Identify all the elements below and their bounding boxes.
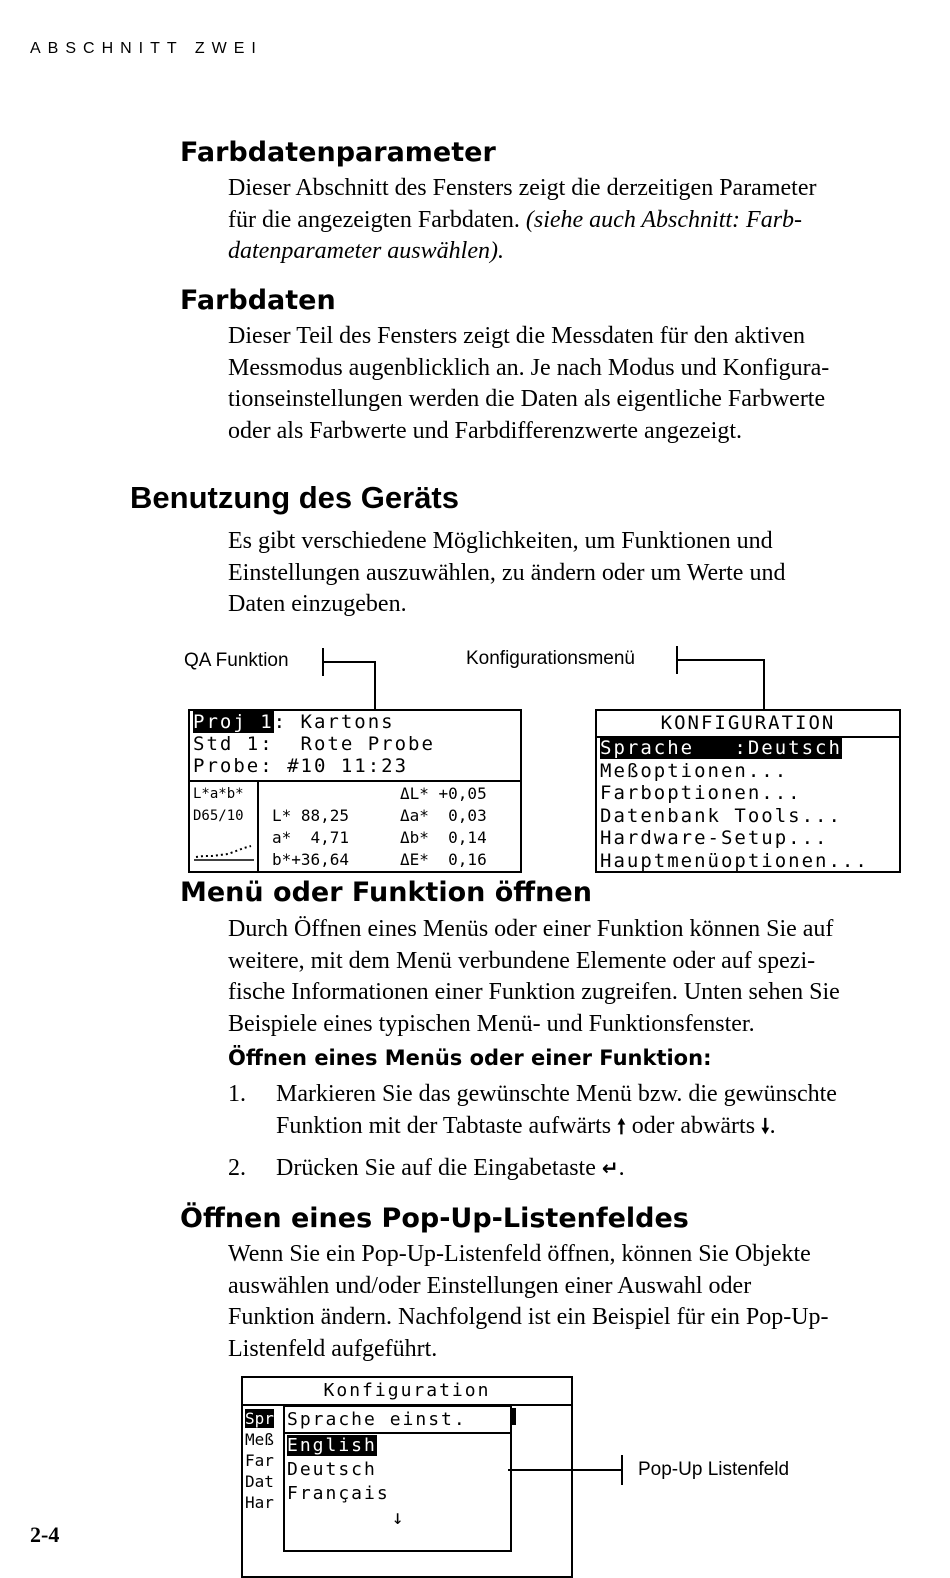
background-item: Dat [245, 1472, 274, 1491]
callout-konfigurationsmenue: Konfigurationsmenü [466, 648, 635, 669]
menu-item-datenbank[interactable]: Datenbank Tools... [600, 804, 842, 827]
menu-item-hardware[interactable]: Hardware-Setup... [600, 827, 829, 850]
step-2 [228, 1153, 928, 1185]
text-line: Dieser Abschnitt des Fensters zeigt die derzeitigen Parameter [228, 175, 817, 201]
option-francais[interactable]: Français [287, 1483, 390, 1504]
option-english[interactable]: English [287, 1435, 377, 1456]
divider [190, 780, 520, 782]
text-line: Daten einzugeben. [228, 591, 407, 617]
text-line: oder abwärts [631, 1112, 756, 1139]
text-line: Es gibt verschiedene Möglichkeiten, um Funktionen und [228, 528, 773, 554]
text-line: Funktion mit der Tabtaste aufwärts [276, 1112, 612, 1139]
value: L* 88,25 [272, 806, 350, 825]
page-number: 2-4 [30, 1522, 60, 1547]
qa-function-screen [188, 709, 522, 873]
callout-line [374, 661, 376, 709]
callout-popup-listenfeld: Pop-Up Listenfeld [638, 1459, 790, 1480]
value: a* 4,71 [272, 828, 350, 847]
period: . [769, 1112, 776, 1139]
heading-benutzung: Benutzung des Geräts [130, 480, 459, 515]
project-selected[interactable]: Proj 1 [193, 711, 274, 733]
callout-line [763, 659, 765, 709]
callout-qa-funktion: QA Funktion [184, 650, 289, 671]
heading-menue-oeffnen: Menü oder Funktion öffnen [180, 877, 592, 908]
option-deutsch[interactable]: Deutsch [287, 1459, 377, 1480]
text-line: weitere, mit dem Menü verbundene Elemente oder auf spezi- [228, 947, 816, 974]
project-name: : Kartons [273, 711, 395, 733]
text-line: Markieren Sie das gewünschte Menü bzw. die gewünschte [276, 1081, 837, 1107]
heading-farbdaten: Farbdaten [180, 285, 336, 316]
period: . [618, 1155, 625, 1181]
text-line: Drücken Sie auf die Eingabetaste [276, 1155, 596, 1181]
spectrum-icon [194, 843, 254, 861]
menu-item-farboptionen[interactable]: Farboptionen... [600, 782, 802, 805]
text-line: Wenn Sie ein Pop-Up-Listenfeld öffnen, können Sie Objekte [228, 1241, 811, 1267]
background-item: Far [245, 1451, 274, 1470]
italic-reference: (siehe auch Abschnitt: Farb- [525, 206, 803, 233]
callout-line [508, 1469, 622, 1471]
text-line: Messmodus augenblicklich an. Je nach Modus und Konfigura- [228, 354, 830, 381]
callout-bracket [621, 1455, 623, 1485]
background-item: Meß [245, 1430, 274, 1449]
text-line: Durch Öffnen eines Menüs oder einer Funktion können Sie auf [228, 916, 834, 942]
scroll-down-icon[interactable]: ↓ [391, 1505, 404, 1529]
standard-row: Std 1: Rote Probe [193, 733, 435, 755]
paragraph-farbdatenparameter [228, 173, 816, 268]
konfiguration-menu-screen [595, 709, 901, 873]
absolute-values [272, 783, 349, 871]
step-1 [228, 1079, 928, 1142]
callout-line [322, 661, 376, 663]
heading-popup-oeffnen: Öffnen eines Pop-Up-Listenfeldes [180, 1203, 689, 1234]
enter-key-icon: ↵ [601, 1156, 619, 1180]
sample-row: Probe: #10 11:23 [193, 755, 409, 777]
value: Δb* 0,14 [400, 828, 487, 847]
difference-values [400, 783, 487, 871]
color-params [193, 783, 244, 827]
illuminant: D65/10 [193, 808, 244, 824]
screen-title: Konfiguration [323, 1380, 491, 1401]
qa-header-rows [193, 711, 435, 777]
up-arrow-icon: 🠕 [617, 1113, 626, 1138]
menu-item-sprache[interactable]: Sprache :Deutsch [600, 737, 842, 759]
text-line: Beispiele eines typischen Menü- und Funktionsfenster. [228, 1010, 755, 1037]
popup-title: Sprache einst. [287, 1409, 467, 1430]
callout-line [676, 659, 765, 661]
paragraph-benutzung [228, 526, 785, 621]
menu-item-hauptmenue[interactable]: Hauptmenüoptionen... [600, 849, 869, 872]
text-line: auswählen und/oder Einstellungen einer Auswahl oder [228, 1272, 752, 1299]
divider [257, 780, 259, 871]
text-line: fische Informationen einer Funktion zugreifen. Unten sehen Sie [228, 979, 840, 1005]
paragraph-popup [228, 1239, 829, 1365]
background-item: Spr [245, 1409, 274, 1428]
text-line: tionseinstellungen werden die Daten als eigentliche Farbwerte [228, 386, 826, 412]
value: Δa* 0,03 [400, 806, 487, 825]
step-number: 1. [228, 1081, 246, 1107]
text-line: für die angezeigten Farbdaten. [228, 206, 520, 233]
menu-items [600, 737, 869, 873]
subheading-oeffnen: Öffnen eines Menüs oder einer Funktion: [228, 1046, 712, 1070]
text-line: Funktion ändern. Nachfolgend ist ein Beispiel für ein Pop-Up- [228, 1304, 829, 1330]
popup-listbox[interactable] [283, 1405, 512, 1552]
value: ΔL* +0,05 [400, 784, 487, 803]
text-line: Einstellungen auszuwählen, zu ändern oder um Werte und [228, 559, 786, 586]
down-arrow-icon: 🠗 [761, 1113, 770, 1138]
color-space: L*a*b* [193, 786, 244, 802]
value: ΔE* 0,16 [400, 850, 487, 869]
step-number: 2. [228, 1155, 246, 1181]
paragraph-farbdaten [228, 321, 829, 447]
popup-example-screen [241, 1376, 573, 1578]
value: b*+36,64 [272, 850, 350, 869]
menu-title: KONFIGURATION [660, 712, 836, 734]
text-line: Dieser Teil des Fensters zeigt die Messdaten für den aktiven [228, 323, 806, 349]
background-item: Har [245, 1493, 274, 1512]
popup-options [287, 1434, 390, 1506]
text-line: Listenfeld aufgeführt. [228, 1335, 438, 1362]
paragraph-menue-oeffnen [228, 914, 840, 1040]
background-menu-items [245, 1408, 274, 1513]
section-header: ABSCHNITT ZWEI [30, 40, 263, 57]
heading-farbdatenparameter: Farbdatenparameter [180, 137, 496, 168]
text-line: oder als Farbwerte und Farbdifferenzwerte angezeigt. [228, 417, 742, 444]
italic-reference: datenparameter auswählen). [228, 238, 504, 264]
menu-item-messoptionen[interactable]: Meßoptionen... [600, 759, 789, 782]
